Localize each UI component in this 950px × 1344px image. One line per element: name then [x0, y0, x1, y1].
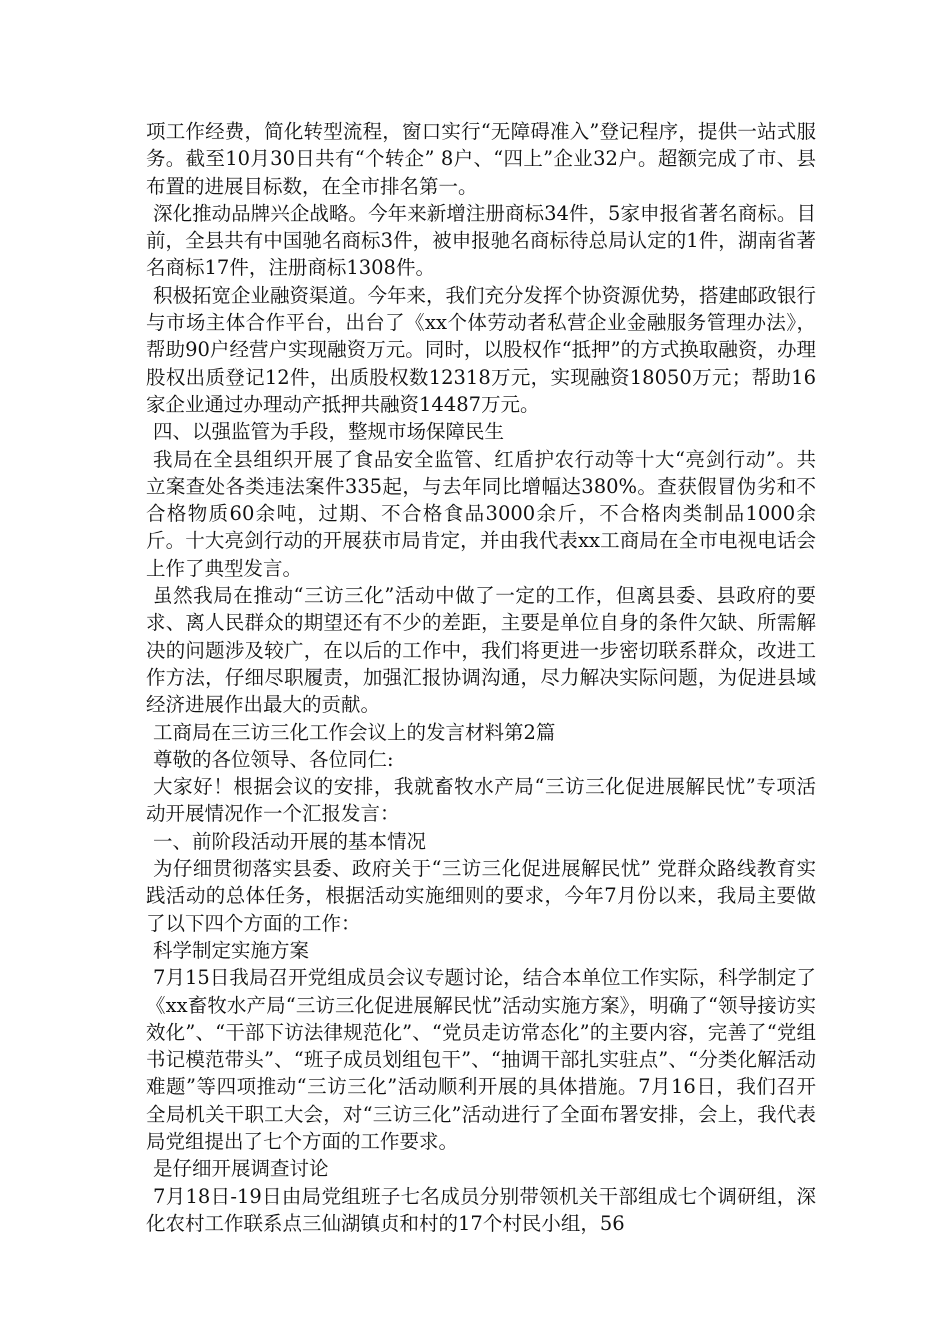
paragraph-5: 我局在全县组织开展了食品安全监管、红盾护农行动等十大“亮剑行动”。共立案查处各类违法案件335起，与去年同比增幅达380%。查获假冒伪劣和不合格物质60余吨，过期、不合格食品3000余斤，不合格肉类制品1000余斤。十大亮剑行动的开展获市局肯定，并由我代表xx工商局在全市电视电话会上作了典型发言。 — [146, 447, 816, 580]
subheading-survey: 是仔细开展调查讨论 — [153, 1157, 329, 1181]
paragraph-1: 项工作经费，简化转型流程，窗口实行“无障碍准入”登记程序，提供一站式服务。截至10月30日共有“个转企” 8户、“四上”企业32户。超额完成了市、县布置的进展目标数，在全市排名第一。 — [146, 120, 816, 198]
section-heading-1: 一、前阶段活动开展的基本情况 — [153, 829, 427, 853]
article-title-2: 工商局在三访三化工作会议上的发言材料第2篇 — [153, 720, 556, 744]
paragraph-9: 大家好！根据会议的安排，我就畜牧水产局“三访三化促进展解民忧”专项活动开展情况作一个汇报发言： — [146, 775, 816, 826]
paragraph-3: 积极拓宽企业融资渠道。今年来，我们充分发挥个协资源优势，搭建邮政银行与市场主体合作平台，出台了《xx个体劳动者私营企业金融服务管理办法》，帮助90户经营户实现融资万元。同时，以股权作“抵押”的方式换取融资，办理股权出质登记12件，出质股权数12318万元，实现融资18050万元；帮助16家企业通过办理动产抵押共融资14487万元。 — [146, 283, 817, 416]
paragraph-15: 7月18日-19日由局党组班子七名成员分别带领机关干部组成七个调研组，深化农村工作联系点三仙湖镇贞和村的17个村民小组，56 — [146, 1184, 816, 1235]
section-heading-4: 四、以强监管为手段，整规市场保障民生 — [153, 420, 505, 444]
document-body — [146, 118, 816, 1237]
paragraph-11: 为仔细贯彻落实县委、政府关于“三访三化促进展解民忧” 党群众路线教育实践活动的总体任务，根据活动实施细则的要求，今年7月份以来，我局主要做了以下四个方面的工作： — [146, 857, 816, 935]
subheading-plan: 科学制定实施方案 — [153, 938, 310, 962]
paragraph-2: 深化推动品牌兴企战略。今年来新增注册商标34件，5家申报省著名商标。目前，全县共有中国驰名商标3件，被申报驰名商标待总局认定的1件，湖南省著名商标17件，注册商标1308件。 — [146, 201, 816, 280]
salutation: 尊敬的各位领导、各位同仁: — [153, 747, 394, 771]
paragraph-13: 7月15日我局召开党组成员会议专题讨论，结合本单位工作实际，科学制定了《xx畜牧水产局“三访三化促进展解民忧”活动实施方案》，明确了“领导接访实效化”、“干部下访法律规范化”、“党员走访常态化”的主要内容，完善了“党组书记模范带头”、“班子成员划组包干”、“抽调干部扎实驻点”、“分类化解活动难题”等四项推动“三访三化”活动顺利开展的具体措施。7月16日，我们召开全局机关干职工大会，对“三访三化”活动进行了全面布署安排，会上，我代表局党组提出了七个方面的工作要求。 — [146, 966, 816, 1153]
paragraph-6: 虽然我局在推动“三访三化”活动中做了一定的工作，但离县委、县政府的要求、离人民群众的期望还有不少的差距，主要是单位自身的条件欠缺、所需解决的问题涉及较广，在以后的工作中，我们将更进一步密切联系群众，改进工作方法，仔细尽职履责，加强汇报协调沟通，尽力解决实际问题，为促进县域经济进展作出最大的贡献。 — [146, 584, 816, 717]
